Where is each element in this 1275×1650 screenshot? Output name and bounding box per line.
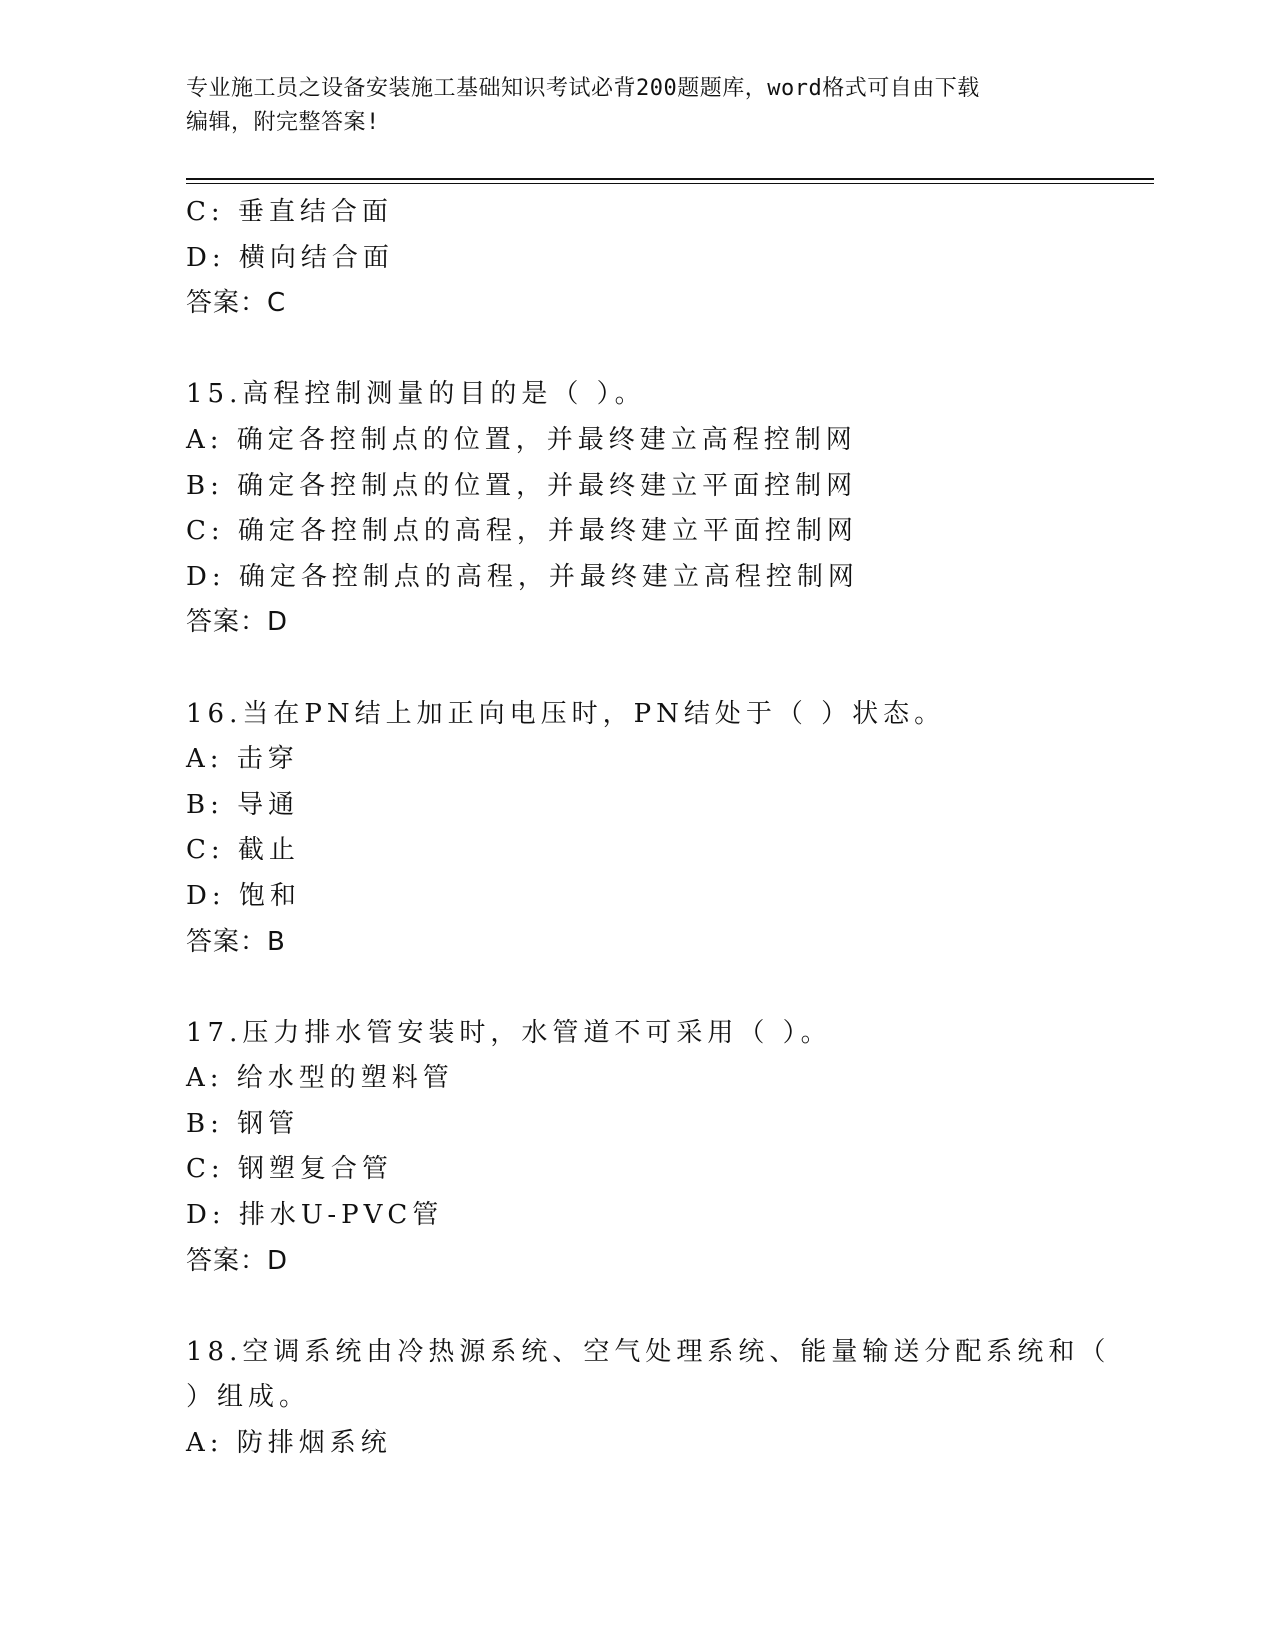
question-list [186,190,1154,1467]
option-c: C: 截止 [186,835,300,866]
answer-label: 答案：D [186,1245,289,1276]
option-b: B: 导通 [186,789,300,820]
header-title-line-1: 专业施工员之设备安装施工基础知识考试必背200题题库，word格式可自由下载 [186,76,980,101]
header-rule-thin [186,183,1154,184]
option-d: D: 横向结合面 [186,242,394,273]
question-stem: 16.当在PN结上加正向电压时，PN结处于（ ）状态。 [186,698,946,729]
answer-label: 答案：B [186,926,286,957]
answer-label: 答案：C [186,288,287,319]
option-a: A: 给水型的塑料管 [186,1063,454,1094]
question-stem: 15.高程控制测量的目的是（ ）。 [186,379,646,410]
question-stem-line-2: ）组成。 [186,1382,311,1413]
option-b: B: 确定各控制点的位置，并最终建立平面控制网 [186,470,858,501]
option-c: C: 垂直结合面 [186,197,393,227]
option-d: D: 确定各控制点的高程，并最终建立高程控制网 [186,561,859,592]
document-header [186,72,1086,140]
option-a: A: 击穿 [186,744,299,775]
option-c: C: 钢塑复合管 [186,1154,393,1185]
question-stem: 17.压力排水管安装时，水管道不可采用（ ）。 [186,1017,832,1048]
question-17 [186,1011,1154,1285]
option-b: B: 钢管 [186,1108,300,1139]
question-16 [186,692,1154,966]
question-18 [186,1330,1154,1467]
header-rule-thick [186,178,1154,180]
answer-label: 答案：D [186,607,289,638]
question-15 [186,372,1154,646]
option-c: C: 确定各控制点的高程，并最终建立平面控制网 [186,516,858,547]
spacer [186,646,1154,692]
option-a: A: 防排烟系统 [186,1428,392,1459]
question-stem-line-1: 18.空调系统由冷热源系统、空气处理系统、能量输送分配系统和（ [186,1336,1111,1367]
option-a: A: 确定各控制点的位置，并最终建立高程控制网 [186,424,857,455]
option-d: D: 排水U-PVC管 [186,1200,444,1231]
spacer [186,1284,1154,1330]
option-d: D: 饱和 [186,880,301,911]
spacer [186,327,1154,373]
spacer [186,965,1154,1011]
header-title-line-2: 编辑，附完整答案! [186,110,380,135]
question-14-continued [186,190,1154,327]
